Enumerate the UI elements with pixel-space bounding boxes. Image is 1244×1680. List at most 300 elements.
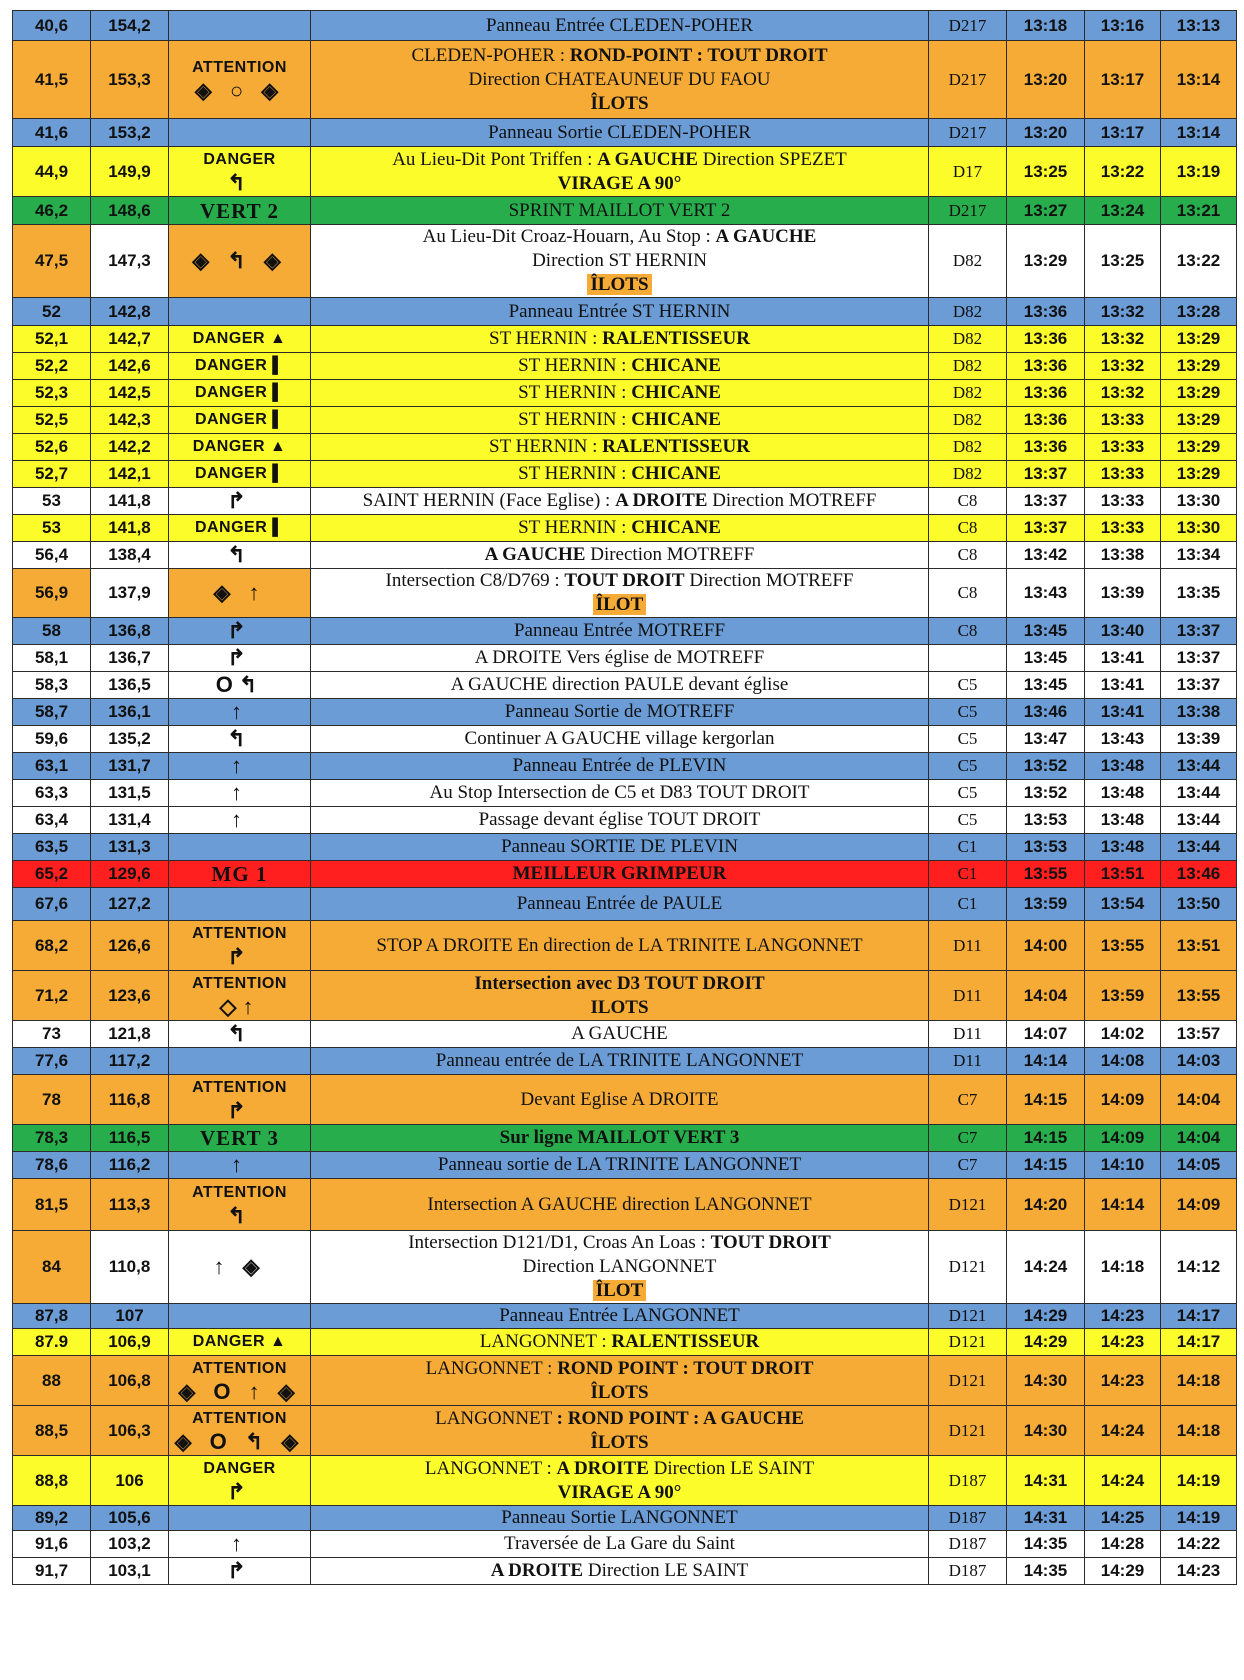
description-line	[313, 543, 926, 567]
road-cell: D187	[929, 1558, 1007, 1585]
time-mid-cell: 14:09	[1085, 1125, 1161, 1152]
time-mid-cell: 14:18	[1085, 1231, 1161, 1304]
route-row	[13, 147, 1237, 197]
remaining-km-cell: 123,6	[91, 971, 169, 1021]
km-cell: 53	[13, 488, 91, 515]
time-mid-cell: 14:24	[1085, 1406, 1161, 1456]
time-fast-cell: 13:20	[1007, 41, 1085, 119]
instruction-text: Direction LANGONNET	[522, 1256, 717, 1277]
time-fast-cell: 14:15	[1007, 1152, 1085, 1179]
time-slow-cell: 13:29	[1161, 461, 1237, 488]
time-slow-cell: 14:09	[1161, 1179, 1237, 1231]
signal-cell	[169, 1152, 311, 1179]
signal-cell	[169, 861, 311, 888]
direction-icon: ↱	[227, 618, 252, 643]
road-cell: D187	[929, 1531, 1007, 1558]
signal-label: MG 1	[211, 862, 268, 886]
road-cell: C7	[929, 1125, 1007, 1152]
km-cell: 78,6	[13, 1152, 91, 1179]
remaining-km-cell: 138,4	[91, 542, 169, 569]
description-line	[313, 172, 926, 196]
instruction-text: Panneau SORTIE DE PLEVIN	[501, 836, 738, 857]
instruction-emphasis: A DROITE	[556, 1457, 649, 1479]
signal-label: DANGER ▲	[192, 438, 287, 455]
road-cell: C8	[929, 542, 1007, 569]
instruction-text: Passage devant église TOUT DROIT	[478, 809, 761, 830]
direction-icon: ◇↑	[219, 993, 260, 1019]
time-mid-cell: 13:16	[1085, 11, 1161, 41]
direction-icon: ◈ ↑	[213, 580, 266, 605]
signal-label: DANGER	[203, 1459, 276, 1477]
remaining-km-cell: 126,6	[91, 921, 169, 971]
road-cell: D11	[929, 971, 1007, 1021]
description-cell	[311, 1506, 929, 1531]
route-row	[13, 1152, 1237, 1179]
remaining-km-cell: 103,1	[91, 1558, 169, 1585]
description-cell	[311, 41, 929, 119]
time-slow-cell: 13:13	[1161, 11, 1237, 41]
km-cell: 81,5	[13, 1179, 91, 1231]
instruction-emphasis: Intersection avec D3 TOUT DROIT	[474, 972, 765, 994]
time-mid-cell: 13:32	[1085, 298, 1161, 326]
km-cell: 56,9	[13, 569, 91, 618]
route-body	[13, 11, 1237, 1585]
time-mid-cell: 13:33	[1085, 488, 1161, 515]
time-slow-cell: 13:21	[1161, 197, 1237, 225]
remaining-km-cell: 141,8	[91, 515, 169, 542]
signal-cell	[169, 353, 311, 380]
direction-icon: ↑	[231, 753, 248, 778]
time-mid-cell: 14:25	[1085, 1506, 1161, 1531]
signal-cell	[169, 298, 311, 326]
time-fast-cell: 14:30	[1007, 1356, 1085, 1406]
road-cell: D82	[929, 407, 1007, 434]
description-line	[313, 300, 926, 324]
signal-cell	[169, 515, 311, 542]
instruction-emphasis: RALENTISSEUR	[602, 328, 750, 349]
instruction-emphasis: ÎLOT	[593, 594, 647, 615]
route-row	[13, 542, 1237, 569]
description-cell	[311, 298, 929, 326]
time-fast-cell: 13:53	[1007, 834, 1085, 861]
time-slow-cell: 14:22	[1161, 1531, 1237, 1558]
time-slow-cell: 13:34	[1161, 542, 1237, 569]
km-cell: 41,5	[13, 41, 91, 119]
time-slow-cell: 13:38	[1161, 699, 1237, 726]
description-cell	[311, 1231, 929, 1304]
instruction-text: Intersection C8/D769 :	[385, 570, 565, 591]
remaining-km-cell: 116,8	[91, 1075, 169, 1125]
km-cell: 78,3	[13, 1125, 91, 1152]
km-cell: 52,5	[13, 407, 91, 434]
signal-label: ATTENTION	[192, 924, 287, 942]
signal-cell	[169, 971, 311, 1021]
time-fast-cell: 14:31	[1007, 1506, 1085, 1531]
remaining-km-cell: 103,2	[91, 1531, 169, 1558]
signal-cell	[169, 11, 311, 41]
time-fast-cell: 13:29	[1007, 225, 1085, 298]
direction-icon: ↰	[227, 726, 252, 751]
description-cell	[311, 353, 929, 380]
remaining-km-cell: 106	[91, 1456, 169, 1506]
time-mid-cell: 14:09	[1085, 1075, 1161, 1125]
signal-cell	[169, 1558, 311, 1585]
remaining-km-cell: 131,7	[91, 753, 169, 780]
route-row	[13, 1179, 1237, 1231]
signal-label: DANGER ▲	[192, 330, 287, 347]
instruction-text: Au Lieu-Dit Pont Triffen :	[392, 148, 598, 170]
route-row	[13, 1558, 1237, 1585]
time-fast-cell: 14:35	[1007, 1558, 1085, 1585]
remaining-km-cell: 116,5	[91, 1125, 169, 1152]
signal-label: DANGER	[203, 150, 276, 168]
signal-cell	[169, 1506, 311, 1531]
route-row	[13, 515, 1237, 542]
km-cell: 68,2	[13, 921, 91, 971]
description-line	[313, 892, 926, 916]
description-line	[313, 593, 926, 617]
instruction-text: A GAUCHE	[571, 1023, 668, 1044]
signal-cell	[169, 326, 311, 353]
instruction-text: Panneau Entrée LANGONNET	[499, 1305, 740, 1326]
route-row	[13, 1304, 1237, 1329]
route-row	[13, 225, 1237, 298]
instruction-emphasis: A GAUCHE	[715, 226, 817, 247]
description-line	[313, 1506, 926, 1530]
time-mid-cell: 14:08	[1085, 1048, 1161, 1075]
route-row	[13, 618, 1237, 645]
km-cell: 52,1	[13, 326, 91, 353]
description-line	[313, 44, 926, 68]
route-row	[13, 41, 1237, 119]
time-fast-cell: 14:00	[1007, 921, 1085, 971]
road-cell: D187	[929, 1456, 1007, 1506]
km-cell: 40,6	[13, 11, 91, 41]
instruction-emphasis: MEILLEUR GRIMPEUR	[512, 863, 727, 884]
description-cell	[311, 807, 929, 834]
signal-cell	[169, 1356, 311, 1406]
instruction-emphasis: VIRAGE A 90°	[557, 1481, 682, 1503]
time-mid-cell: 14:28	[1085, 1531, 1161, 1558]
time-mid-cell: 14:23	[1085, 1356, 1161, 1406]
description-line	[313, 835, 926, 859]
time-slow-cell: 14:17	[1161, 1304, 1237, 1329]
time-fast-cell: 14:29	[1007, 1304, 1085, 1329]
route-row	[13, 488, 1237, 515]
route-row	[13, 888, 1237, 921]
instruction-text: LANGONNET	[435, 1407, 557, 1429]
instruction-text: STOP A DROITE En direction de LA TRINITE LANGONNET	[376, 934, 863, 956]
signal-cell	[169, 780, 311, 807]
instruction-text: Panneau Entrée CLEDEN-POHER	[486, 14, 753, 36]
road-cell: D121	[929, 1356, 1007, 1406]
remaining-km-cell: 142,2	[91, 434, 169, 461]
description-line	[313, 1304, 926, 1328]
time-fast-cell: 13:36	[1007, 326, 1085, 353]
time-fast-cell: 14:29	[1007, 1329, 1085, 1356]
road-cell: C5	[929, 780, 1007, 807]
signal-cell	[169, 672, 311, 699]
time-fast-cell: 13:52	[1007, 780, 1085, 807]
description-line	[313, 808, 926, 832]
instruction-emphasis: RALENTISSEUR	[602, 436, 750, 457]
instruction-text: Panneau Sortie CLEDEN-POHER	[488, 121, 751, 143]
description-line	[313, 354, 926, 378]
instruction-emphasis: : ROND POINT : A GAUCHE	[556, 1407, 804, 1429]
time-fast-cell: 13:25	[1007, 147, 1085, 197]
description-line	[313, 1481, 926, 1505]
signal-cell	[169, 1231, 311, 1304]
time-fast-cell: 14:31	[1007, 1456, 1085, 1506]
route-row	[13, 197, 1237, 225]
time-mid-cell: 13:48	[1085, 753, 1161, 780]
time-fast-cell: 14:24	[1007, 1231, 1085, 1304]
time-mid-cell: 13:55	[1085, 921, 1161, 971]
description-line	[313, 225, 926, 249]
route-row	[13, 753, 1237, 780]
time-slow-cell: 13:29	[1161, 407, 1237, 434]
road-cell: D121	[929, 1329, 1007, 1356]
direction-icon: ↱	[227, 1097, 252, 1123]
instruction-text: ST HERNIN :	[489, 436, 603, 457]
time-mid-cell: 13:38	[1085, 542, 1161, 569]
km-cell: 65,2	[13, 861, 91, 888]
instruction-emphasis: CHICANE	[631, 517, 721, 538]
time-fast-cell: 14:35	[1007, 1531, 1085, 1558]
road-cell: C7	[929, 1075, 1007, 1125]
signal-cell	[169, 699, 311, 726]
time-slow-cell: 13:29	[1161, 326, 1237, 353]
direction-icon: ↑ ◈	[213, 1254, 266, 1279]
remaining-km-cell: 153,2	[91, 119, 169, 147]
instruction-text: Direction LE SAINT	[583, 1560, 749, 1581]
km-cell: 88,5	[13, 1406, 91, 1456]
route-row	[13, 1048, 1237, 1075]
road-cell: C8	[929, 515, 1007, 542]
instruction-text: ST HERNIN :	[518, 517, 632, 538]
remaining-km-cell: 136,1	[91, 699, 169, 726]
time-slow-cell: 13:44	[1161, 753, 1237, 780]
route-row	[13, 380, 1237, 407]
road-cell: D82	[929, 353, 1007, 380]
instruction-text: ST HERNIN :	[518, 382, 632, 403]
route-row	[13, 1231, 1237, 1304]
instruction-text: ST HERNIN :	[518, 463, 632, 484]
signal-cell	[169, 380, 311, 407]
road-cell: D82	[929, 298, 1007, 326]
signal-cell	[169, 569, 311, 618]
route-row	[13, 834, 1237, 861]
time-slow-cell: 13:50	[1161, 888, 1237, 921]
description-line	[313, 754, 926, 778]
description-cell	[311, 971, 929, 1021]
description-line	[313, 1407, 926, 1431]
signal-label: ATTENTION	[192, 1078, 287, 1096]
time-slow-cell: 13:57	[1161, 1021, 1237, 1048]
time-slow-cell: 13:14	[1161, 41, 1237, 119]
km-cell: 46,2	[13, 197, 91, 225]
description-line	[313, 569, 926, 593]
km-cell: 77,6	[13, 1048, 91, 1075]
route-row	[13, 326, 1237, 353]
remaining-km-cell: 141,8	[91, 488, 169, 515]
road-cell: D217	[929, 119, 1007, 147]
time-slow-cell: 14:23	[1161, 1558, 1237, 1585]
signal-cell	[169, 1456, 311, 1506]
time-slow-cell: 14:12	[1161, 1231, 1237, 1304]
time-mid-cell: 13:32	[1085, 326, 1161, 353]
time-fast-cell: 13:52	[1007, 753, 1085, 780]
km-cell: 52	[13, 298, 91, 326]
description-line	[313, 327, 926, 351]
instruction-text: LANGONNET :	[424, 1457, 557, 1479]
instruction-text: Panneau Entrée MOTREFF	[513, 620, 726, 641]
time-mid-cell: 14:14	[1085, 1179, 1161, 1231]
signal-label: DANGER ▌	[194, 384, 285, 401]
km-cell: 84	[13, 1231, 91, 1304]
description-line	[313, 1279, 926, 1303]
instruction-text: Intersection A GAUCHE direction LANGONNET	[427, 1193, 812, 1215]
time-mid-cell: 13:43	[1085, 726, 1161, 753]
description-cell	[311, 834, 929, 861]
time-slow-cell: 13:44	[1161, 780, 1237, 807]
time-slow-cell: 14:18	[1161, 1406, 1237, 1456]
remaining-km-cell: 110,8	[91, 1231, 169, 1304]
time-mid-cell: 13:39	[1085, 569, 1161, 618]
time-fast-cell: 14:15	[1007, 1125, 1085, 1152]
description-line	[313, 1532, 926, 1556]
signal-label: ATTENTION	[192, 1409, 287, 1427]
description-cell	[311, 672, 929, 699]
signal-cell	[169, 1048, 311, 1075]
time-mid-cell: 14:10	[1085, 1152, 1161, 1179]
signal-cell	[169, 41, 311, 119]
road-cell: C5	[929, 753, 1007, 780]
description-cell	[311, 197, 929, 225]
time-slow-cell: 13:37	[1161, 618, 1237, 645]
time-mid-cell: 13:32	[1085, 353, 1161, 380]
route-row	[13, 921, 1237, 971]
route-row	[13, 1329, 1237, 1356]
time-fast-cell: 13:37	[1007, 515, 1085, 542]
description-cell	[311, 1304, 929, 1329]
signal-label: DANGER ▌	[194, 519, 285, 536]
direction-icon: ◈ ↰ ◈	[192, 248, 287, 273]
description-line	[313, 462, 926, 486]
signal-cell	[169, 1531, 311, 1558]
time-fast-cell: 13:36	[1007, 298, 1085, 326]
km-cell: 87.9	[13, 1329, 91, 1356]
road-cell: D217	[929, 11, 1007, 41]
remaining-km-cell: 121,8	[91, 1021, 169, 1048]
description-line	[313, 1431, 926, 1455]
road-cell: C8	[929, 488, 1007, 515]
instruction-text: A DROITE Vers église de MOTREFF	[474, 647, 765, 668]
time-mid-cell: 13:48	[1085, 834, 1161, 861]
km-cell: 59,6	[13, 726, 91, 753]
signal-cell	[169, 1125, 311, 1152]
direction-icon: O↰	[215, 672, 264, 697]
description-cell	[311, 1356, 929, 1406]
instruction-text: Traversée de La Gare du Saint	[504, 1533, 735, 1554]
time-slow-cell: 13:37	[1161, 672, 1237, 699]
instruction-emphasis: ROND-POINT : TOUT DROIT	[569, 44, 828, 66]
remaining-km-cell: 106,3	[91, 1406, 169, 1456]
description-line	[313, 781, 926, 805]
km-cell: 73	[13, 1021, 91, 1048]
signal-cell	[169, 1075, 311, 1125]
description-line	[313, 408, 926, 432]
description-cell	[311, 1021, 929, 1048]
route-row	[13, 434, 1237, 461]
instruction-text: Direction MOTREFF	[707, 490, 877, 511]
time-mid-cell: 13:33	[1085, 461, 1161, 488]
direction-icon: ↑	[231, 1531, 248, 1556]
instruction-emphasis: TOUT DROIT	[564, 570, 685, 591]
description-cell	[311, 488, 929, 515]
route-row	[13, 726, 1237, 753]
description-cell	[311, 542, 929, 569]
time-fast-cell: 13:45	[1007, 618, 1085, 645]
time-mid-cell: 13:32	[1085, 380, 1161, 407]
road-cell: C8	[929, 618, 1007, 645]
remaining-km-cell: 136,7	[91, 645, 169, 672]
description-cell	[311, 699, 929, 726]
instruction-emphasis: A DROITE	[615, 490, 708, 511]
description-cell	[311, 618, 929, 645]
remaining-km-cell: 107	[91, 1304, 169, 1329]
remaining-km-cell: 149,9	[91, 147, 169, 197]
description-cell	[311, 1125, 929, 1152]
description-cell	[311, 1179, 929, 1231]
time-slow-cell: 13:28	[1161, 298, 1237, 326]
instruction-emphasis: VIRAGE A 90°	[557, 172, 682, 194]
time-fast-cell: 13:42	[1007, 542, 1085, 569]
km-cell: 88,8	[13, 1456, 91, 1506]
time-mid-cell: 13:51	[1085, 861, 1161, 888]
road-cell: C8	[929, 569, 1007, 618]
remaining-km-cell: 131,5	[91, 780, 169, 807]
remaining-km-cell: 142,5	[91, 380, 169, 407]
road-cell: D82	[929, 225, 1007, 298]
remaining-km-cell: 131,4	[91, 807, 169, 834]
description-line	[313, 489, 926, 513]
signal-label: ATTENTION	[192, 1183, 287, 1201]
road-cell: D82	[929, 434, 1007, 461]
time-slow-cell: 14:19	[1161, 1456, 1237, 1506]
description-cell	[311, 921, 929, 971]
instruction-text: Direction MOTREFF	[684, 570, 854, 591]
time-slow-cell: 13:29	[1161, 380, 1237, 407]
time-mid-cell: 13:17	[1085, 119, 1161, 147]
km-cell: 89,2	[13, 1506, 91, 1531]
time-fast-cell: 14:07	[1007, 1021, 1085, 1048]
time-fast-cell: 13:36	[1007, 407, 1085, 434]
direction-icon: ↱	[227, 488, 252, 513]
time-mid-cell: 13:41	[1085, 699, 1161, 726]
description-line	[313, 1153, 926, 1177]
remaining-km-cell: 142,8	[91, 298, 169, 326]
time-slow-cell: 14:03	[1161, 1048, 1237, 1075]
km-cell: 78	[13, 1075, 91, 1125]
time-mid-cell: 13:24	[1085, 197, 1161, 225]
remaining-km-cell: 142,3	[91, 407, 169, 434]
time-mid-cell: 14:02	[1085, 1021, 1161, 1048]
description-cell	[311, 753, 929, 780]
signal-cell	[169, 753, 311, 780]
description-cell	[311, 645, 929, 672]
time-fast-cell: 13:45	[1007, 645, 1085, 672]
